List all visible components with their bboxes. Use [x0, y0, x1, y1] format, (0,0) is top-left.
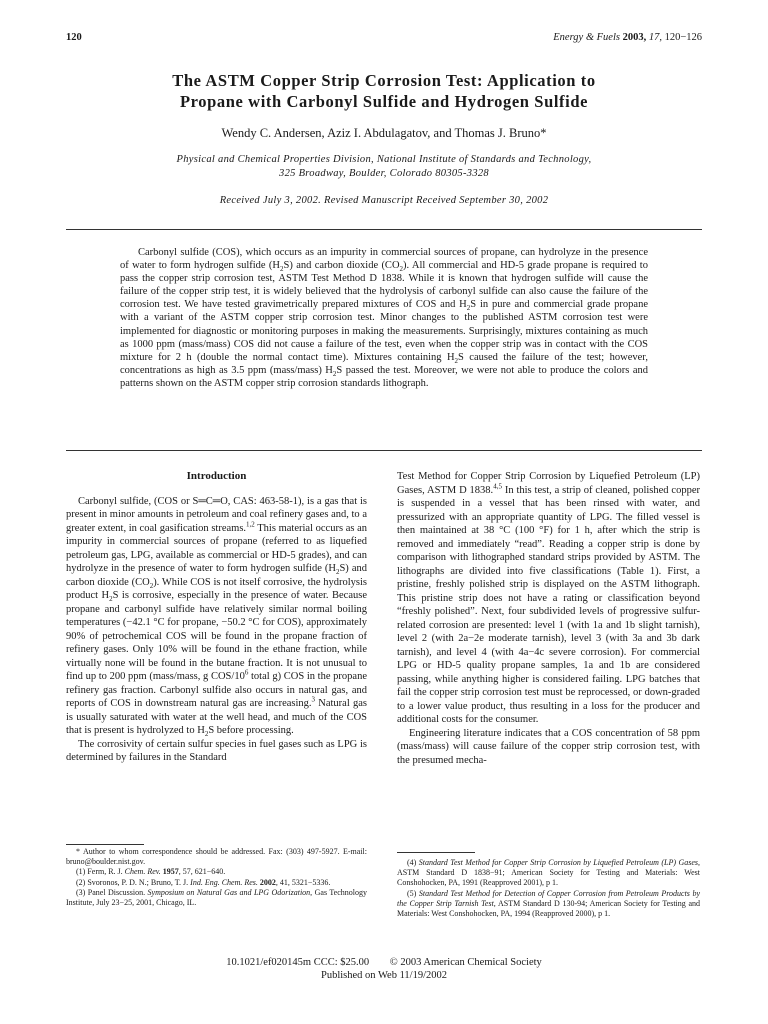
- page-number: 120: [66, 32, 82, 43]
- title-line-2: Propane with Carbonyl Sulfide and Hydrogen Sulfide: [179, 92, 589, 111]
- footnote-1: (1) Ferm, R. J. Chem. Rev. 1957, 57, 621−640.: [76, 867, 226, 877]
- received-dates: Received July 3, 2002. Revised Manuscript Received September 30, 2002: [219, 195, 549, 206]
- journal-pages: 120−126: [664, 32, 702, 43]
- left-column: [66, 470, 367, 765]
- article-title: [90, 70, 678, 112]
- footnote-rule-left: [66, 844, 144, 845]
- intro-paragraph-4: Engineering literature indicates that a COS concentration of 58 ppm (mass/mass) will cause failure of the copper strip corrosion test, with the presumed mecha-: [397, 727, 700, 766]
- journal-volume: 17,: [648, 32, 662, 43]
- footnote-corresponding-author: * Author to whom correspondence should be addressed. Fax: (303) 497-5927. E-mail: bruno@boulder.nist.gov.: [66, 847, 367, 867]
- section-heading-introduction: Introduction: [186, 470, 247, 482]
- abstract-top-rule: [66, 229, 702, 230]
- intro-paragraph-2: The corrosivity of certain sulfur species in fuel gases such as LPG is determined by failures in the Standard: [66, 738, 367, 763]
- copyright: © 2003 American Chemical Society: [389, 957, 542, 968]
- footnotes-right: [397, 858, 700, 919]
- journal-year: 2003,: [622, 32, 647, 43]
- right-column: [397, 470, 700, 767]
- affiliation: [110, 153, 658, 181]
- footnote-2: (2) Svoronos, P. D. N.; Bruno, T. J. Ind. Eng. Chem. Res. 2002, 41, 5321−5336.: [76, 877, 331, 887]
- doi-copyright-line: [150, 956, 618, 969]
- footnote-5: (5) Standard Test Method for Detection of Copper Corrosion from Petroleum Products by the Copper Strip Tarnish Test, ASTM Standard D 130-94; American Society for Testing and Materials: West Conshohocken, PA, 1994 (Reapproved 2000), p 1.: [397, 888, 700, 919]
- journal-name: Energy & Fuels: [553, 32, 620, 43]
- affiliation-line-2: 325 Broadway, Boulder, Colorado 80305-3328: [279, 168, 489, 179]
- published-date: Published on Web 11/19/2002: [320, 970, 448, 981]
- footnote-4: (4) Standard Test Method for Copper Strip Corrosion by Liquefied Petroleum (LP) Gases, ASTM Standard D 1838−91; American Society for Testing and Materials: West Conshohocken, PA, 1991 (Reapproved 2001), p 1.: [397, 858, 701, 888]
- title-line-1: The ASTM Copper Strip Corrosion Test: Application to: [172, 71, 596, 90]
- doi: 10.1021/ef020145m CCC: $25.00: [226, 957, 370, 968]
- footnotes-left: [66, 847, 367, 908]
- affiliation-line-1: Physical and Chemical Properties Division, National Institute of Standards and Technology,: [176, 154, 592, 165]
- abstract-bottom-rule: [66, 450, 702, 451]
- intro-paragraph-1: Carbonyl sulfide, (COS or S═C═O, CAS: 463-58-1), is a gas that is present in minor amounts in petroleum and coal refinery gases and, to a greater extent, in coal gasification streams.$^{1,2}$ This material occurs as an impurity in commercial sources of propane (referred to as liquefied petroleum gas, LPG, available as commercial or HD-5 grades), and can hydrolyze in the presence of water to form hydrogen sulfide $(H_2S)$ and carbon dioxide $(CO_2)$. While COS is not itself corrosive, the hydrolysis product $H_2S$ is corrosive, especially in the presence of water. Because propane and carbonyl sulfide have relatively similar normal boiling temperatures (−42.1 °C for propane, −50.2 °C for COS), approximately 90% of petrochemical COS will be found in the propane fraction of refinery gases. Only 10% will be found in the ethane fraction, while virtually none will be found in the butane fraction. It is not unusual to find up to 200 ppm (mass/mass, g COS/$10^6$ total g) COS in the propane refinery gas fraction. Carbonyl sulfide also occurs in natural gas, and reports of COS in downstream natural gas are increasing.$^3$ Natural gas is usually saturated with water at the well head, and much of the COS that is present is hydrolyzed to $H_2S$ before processing.: [66, 495, 368, 739]
- running-head: [66, 32, 702, 48]
- author-list: Wendy C. Andersen, Aziz I. Abdulagatov, and Thomas J. Bruno*: [221, 126, 547, 140]
- footnote-rule-right: [397, 852, 475, 853]
- journal-citation: [553, 32, 702, 43]
- footnote-3: (3) Panel Discussion. Symposium on Natural Gas and LPG Odorization, Gas Technology Institute, July 23−25, 2001, Chicago, IL.: [66, 887, 367, 908]
- abstract: Carbonyl sulfide (COS), which occurs as an impurity in commercial sources of propane, can hydrolyze in the presence of water to form hydrogen sulfide $(H_2S)$ and carbon dioxide $(CO_2)$. All commercial and HD-5 grade propane is required to pass the copper strip corrosion test, ASTM Test Method D 1838. While it is known that hydrogen sulfide will cause the failure of the copper strip test, it is widely believed that the hydrolysis of carbonyl sulfide can also cause the failure of the corrosion test. We have tested gravimetrically prepared mixtures of COS and $H_2S$ in pure and commercial grade propane with a variant of the ASTM copper strip corrosion test. Minor changes to the published ASTM corrosion test were implemented for diagnostic or monitoring purposes in making the measurements. Surprisingly, mixtures containing as much as 1000 ppm (mass/mass) COS did not cause a failure of the test, even when the copper strip was in contact with the COS mixture for 2 h (double the normal contact time). Mixtures containing $H_2S$ caused the failure of the test; however, concentrations as high as 3.5 ppm (mass/mass) $H_2S$ passed the test. Moreover, we were not able to produce the colors and patterns shown on the ASTM copper strip corrosion standards lithograph.: [120, 247, 649, 389]
- intro-paragraph-3: Test Method for Copper Strip Corrosion by Liquefied Petroleum (LP) Gases, ASTM D 1838.$^{4,5}$ In this test, a strip of cleaned, polished copper is suspended in a vessel that has been rinsed with water, and pressurized with an appropriate quantity of LPG. The filled vessel is then maintained at 38 °C (100 °F) for 1 h, after which the strip is removed and immediately “read”. Reading a copper strip is done by comparison with lithographed standard strips provided by ASTM. The lithographs are divided into five classifications (Table 1). First, a pristine, freshly polished strip is displayed on the ASTM lithograph. This pristine strip does not have a rating or classification beyond “freshly polished”. Next, four subdivided levels of progressive sulfur-related corrosion are presented: level 1 (with 1a and 1b slight tarnish), level 2 (with 2a−2e moderate tarnish), level 3 (with 3a and 3b dark tarnish), and level 4 (with 4a−4c severe corrosion). For commercial LPG or HD-5 quality propane samples, 1a and 1b are considered passing, while anything higher is considered failing. LPG batches that fail the copper strip corrosion test must be reprocessed, or down-graded to a lower value product, thus resulting in a loss for the producer and additional costs for the consumer.: [397, 471, 700, 725]
